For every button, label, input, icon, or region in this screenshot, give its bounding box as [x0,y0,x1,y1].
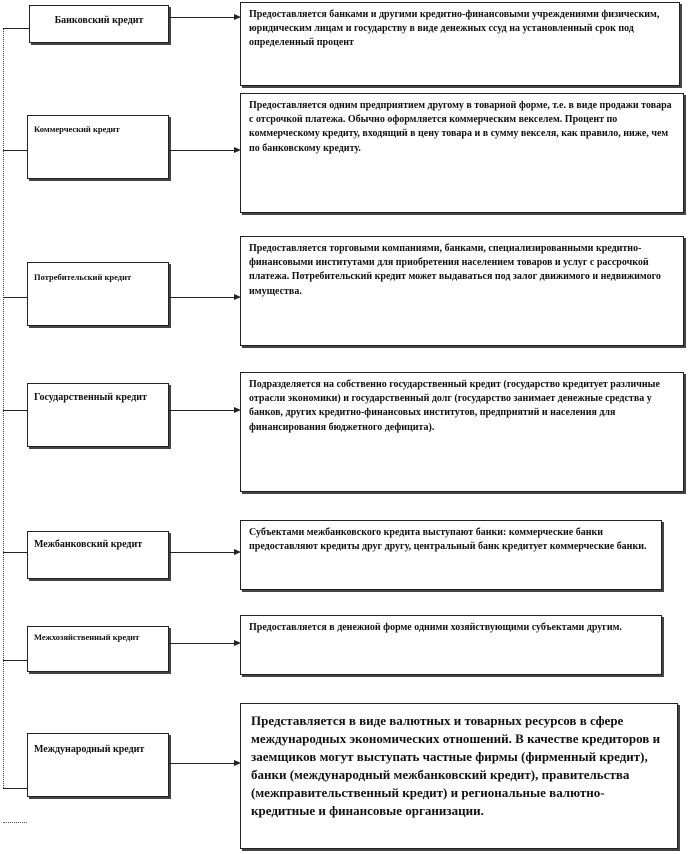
credit-type-box-interbank [27,531,169,579]
arrow-line-4 [169,410,235,411]
credit-description-text-interbank: Субъектами межбанковского кредита выступают банки: коммерческие банки предоставляют кредиты друг другу, центральный банк кредитует коммерческие банки. [249,527,647,553]
connector-tick-1 [3,28,29,29]
connector-tick-4 [3,410,27,411]
credit-type-box-commercial [27,115,169,179]
credit-description-text-international: Представляется в виде валютных и товарных ресурсов в сфере международных экономических отношений. В качестве кредиторов и заемщиков могут выступать частные фирмы (фирменный кредит), банки (международный межбанковский кредит), правительства (межправительственный кредит) и региональные валютно-кредитные и финансовые организации. [251,713,661,818]
credit-description-box-interbank [240,520,662,590]
credit-type-label-interfirm: Межхозяйственный кредит [34,632,140,642]
credit-type-label-state: Государственный кредит [34,392,147,403]
credit-type-label-bank: Банковский кредит [54,15,144,26]
connector-tick-3 [3,297,27,298]
credit-type-box-international [27,733,169,797]
credit-type-label-consumer: Потребительский кредит [34,272,132,282]
credit-description-box-bank [240,2,680,86]
credit-description-box-consumer [240,236,684,346]
connector-tick-5 [3,552,27,553]
arrow-line-1 [169,17,235,18]
credit-type-label-commercial: Коммерческий кредит [34,124,120,134]
connector-tick-2 [3,150,27,151]
credit-description-text-consumer: Предоставляется торговыми компаниями, банками, специализированными кредитно-финансовыми институтами для приобретения населением товаров и услуг с рассрочкой платежа. Потребительский кредит может выдаваться под залог движимого и недвижимого имущества. [249,243,661,297]
connector-tick-6 [3,660,27,661]
arrow-line-3 [169,297,235,298]
arrow-line-5 [169,552,235,553]
credit-description-text-commercial: Предоставляется одним предприятием другому в товарной форме, т.е. в виде продажи товара с отсрочкой платежа. Обычно оформляется коммерческим векселем. Процент по коммерческому кредиту, входящий в цену товара и в сумму векселя, как правило, ниже, чем по банковскому кредиту. [249,100,672,154]
arrow-line-7 [169,763,235,764]
left-connector-line [3,28,4,788]
credit-type-label-interbank: Межбанковский кредит [34,539,143,550]
credit-type-box-state [27,383,169,447]
credit-type-box-interfirm [27,626,169,672]
credit-description-text-bank: Предоставляется банками и другими кредитно-финансовыми учреждениями физическим, юридическим лицам и государству в виде денежных ссуд на установленный срок под определенный процент [249,9,660,49]
credit-type-label-international: Международный кредит [34,744,145,755]
bottom-dash [3,822,27,823]
credit-description-box-international [240,703,678,849]
credit-description-box-interfirm [240,615,662,675]
credit-description-box-commercial [240,93,684,213]
credit-type-box-consumer [27,262,169,326]
arrow-line-6 [169,643,235,644]
credit-description-text-interfirm: Предоставляется в денежной форме одними хозяйствующими субъектами другим. [249,622,622,633]
arrow-line-2 [169,150,235,151]
credit-description-box-state [240,372,684,492]
credit-type-box-bank [29,5,169,43]
connector-tick-7 [3,788,27,789]
credit-description-text-state: Подразделяется на собственно государственный кредит (государство кредитует различные отрасли экономики) и государственный долг (государство занимает денежные средства у банков, других кредитно-финансовых институтов, предприятий и населения для финансирования бюджетного дефицита). [249,379,660,433]
